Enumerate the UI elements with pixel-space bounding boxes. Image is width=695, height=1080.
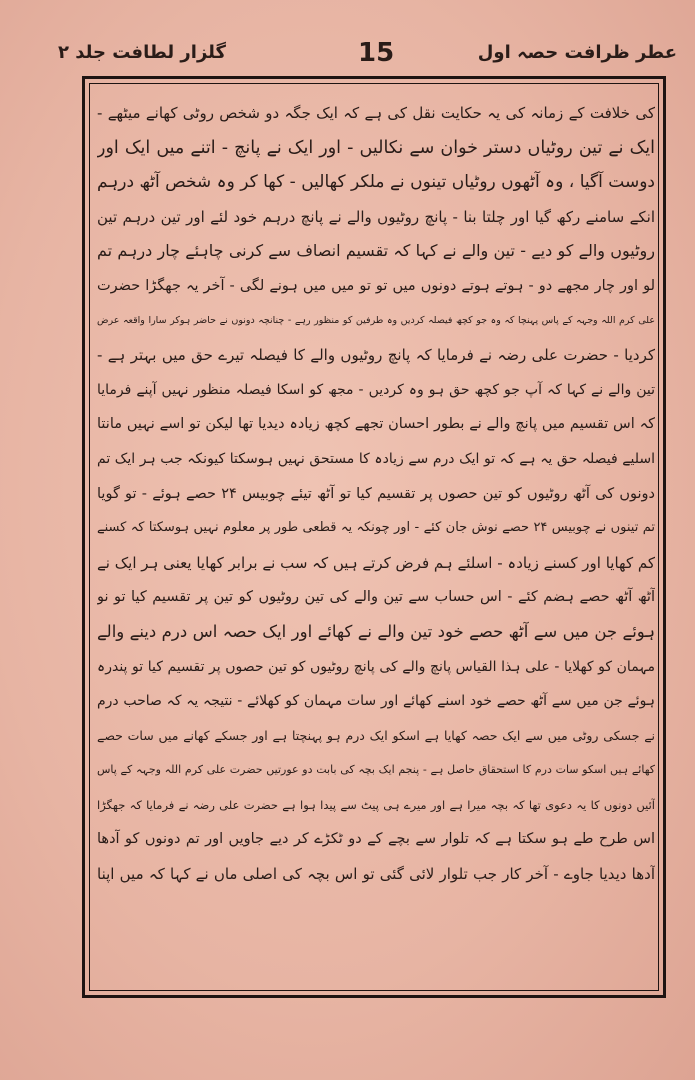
body-text [97,96,655,892]
text-line: آٹھ آٹھ حصے ہضم کئے - اس حساب سے تین والے کی تین روٹیوں کو تین پر تقسیم کیا تو نو [97,589,655,606]
page-header [58,38,677,78]
text-line: ایک نے تین روٹیاں دستر خوان سے نکالیں - اور ایک نے پانچ - اتنے میں ایک اور [97,137,655,158]
text-line: تم تینوں نے چوبیس ۲۴ حصے نوش جان کئے - اور چونکہ یہ قطعی طور پر معلوم نہیں ہوسکتا کہ کسنے [97,520,655,536]
text-line: دوست آگیا ، وہ آٹھوں روٹیاں تینوں نے ملکر کھالیں - کھا کر وہ شخص آٹھ درہم [97,172,655,193]
text-line: اس طرح طے ہو سکتا ہے کہ تلوار سے بچے کے دو ٹکڑے کر دیے جاویں اور تم دونوں کو آدھا [97,831,655,848]
text-line: کھائے ہیں اسکو سات درم کا استحقاق حاصل ہے - پنجم ایک بچہ کی بابت دو عورتیں حضرت علی کرم اللہ وجہہ کے پاس [97,763,655,777]
running-title: گلزار لطافت جلد ۲ [58,42,226,63]
book-title: عطر ظرافت حصہ اول [477,42,677,63]
text-line: تین والے نے کہا کہ آپ جو کچھ حق ہو وہ کردیں - مجھ کو اسکا فیصلہ منظور نہیں آپنے فرمایا [97,381,655,398]
text-line: نے جسکی روٹی میں سے ایک حصہ کھایا ہے اسکو ایک درم ہو پہنچتا ہے اور جسکے کھانے میں سات حصے [97,727,655,743]
text-line: آئیں دونوں کا یہ دعوی تھا کہ بچہ میرا ہے اور میرے ہی پیٹ سے پیدا ہوا ہے حضرت علی رضہ نے فرمایا کہ جھگڑا [97,797,655,812]
text-line: کردیا - حضرت علی رضہ نے فرمایا کہ پانچ روٹیوں والے کا فیصلہ تیرے حق میں بہتر ہے - [97,346,655,365]
text-line: لو اور چار مجھے دو - ہوتے ہوتے دونوں میں تو تو میں میں ہونے لگی - آخر یہ جھگڑا حضرت [97,277,655,294]
text-line: دونوں کی آٹھ روٹیوں کو تین حصوں پر تقسیم کیا تو آٹھ تیئے چوبیس ۲۴ حصے ہوئے - تو گویا [97,485,655,502]
text-line: انکے سامنے رکھ گیا اور چلتا بنا - پانچ روٹیوں والے نے پانچ درہم خود لئے اور تین درہم تین [97,207,655,226]
text-line: آدھا دیدیا جاوے - آخر کار جب تلوار لائی گئی تو اس بچہ کی اصلی ماں نے کہا کہ میں اپنا [97,865,655,884]
text-line: کم کھایا اور کسنے زیادہ - اسلئے ہم فرض کرتے ہیں کہ سب نے برابر کھایا یعنی ہر ایک نے [97,553,655,572]
text-line: کی خلافت کے زمانہ کی یہ حکایت نقل کی ہے کہ ایک جگہ دو شخص روٹی کھانے میٹھے - [97,104,655,122]
text-line: ہوئے جن میں سے آٹھ حصے خود تین والے نے کھائے اور ایک حصہ اس درم دینے والے [97,621,655,641]
text-line: ہوئے جن میں سے آٹھ حصے خود اسنے کھائے اور سات مہمان کو کھلائے - نتیجہ یہ کہ صاحب درم [97,693,655,710]
text-line: کہ اس تقسیم میں پانچ والے نے بطور احسان تجھے کچھ زیادہ دیدیا تھا لیکن تو اسے نہیں مانتا [97,416,655,433]
text-line: مہمان کو کھلایا - علی ہذا القیاس پانچ والے کی پانچ روٹیوں کو تین حصوں پر تقسیم کیا تو پندرہ [97,658,655,675]
page-number: 15 [358,38,395,68]
text-line: روٹیوں والے کو دیے - تین والے نے کہا کہ تقسیم انصاف سے کرنی چاہئے چار درہم تم [97,241,655,261]
text-line: اسلیے فیصلہ حق یہ ہے کہ تو ایک درم سے زیادہ کا مستحق نہیں ہوسکتا کیونکہ جب ہر ایک تم [97,450,655,467]
text-line: علی کرم اللہ وجہہ کے پاس پہنچا کہ وہ جو کچھ فیصلہ کردیں وہ طرفین کو منظور رہے - چنانچہ دونوں نے حاضر ہوکر سارا واقعہ عرض [97,314,655,326]
